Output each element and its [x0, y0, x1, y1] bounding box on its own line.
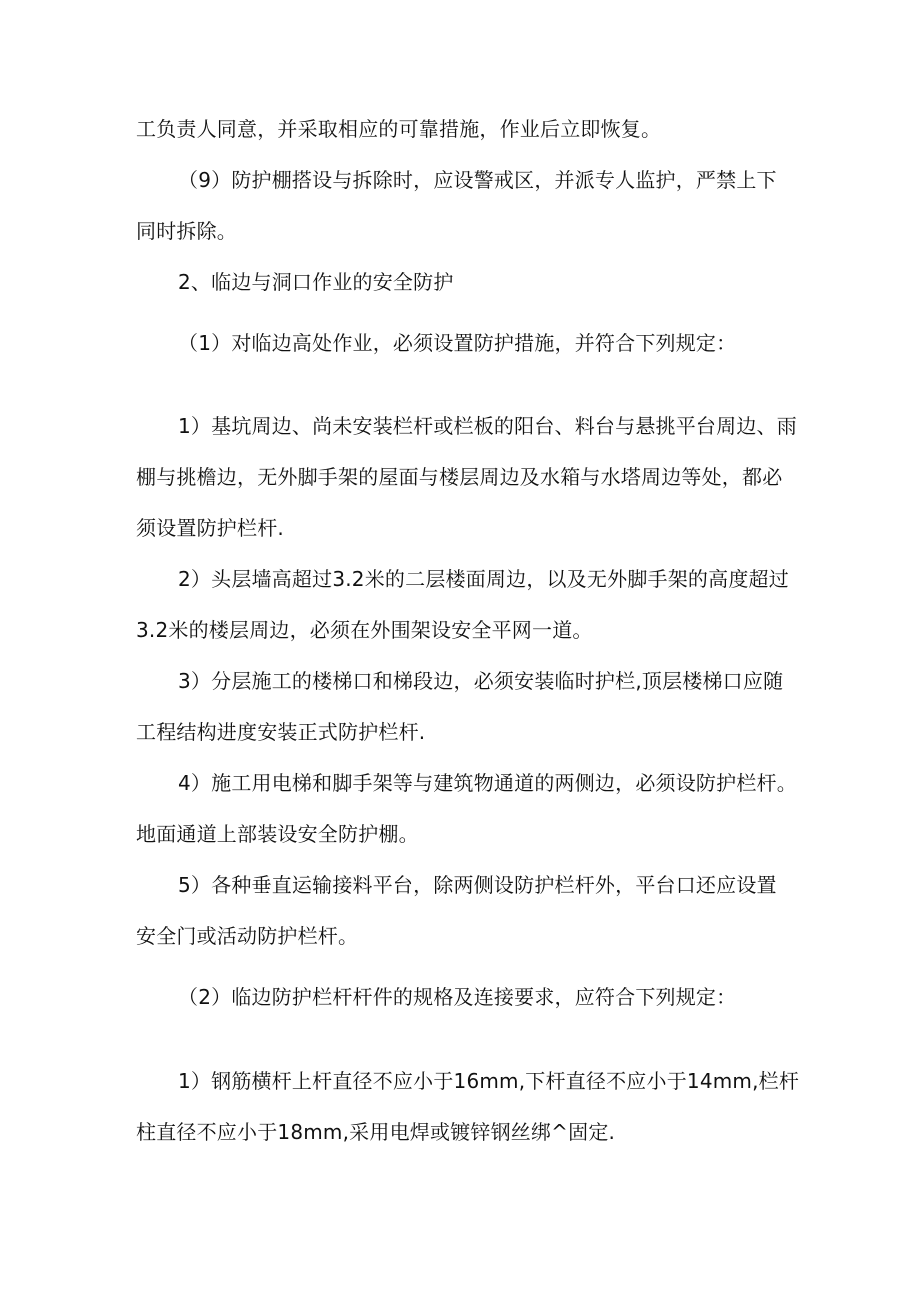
paragraph-line: 3.2米的楼层周边，必须在外围架设安全平网一道。 — [136, 618, 593, 642]
paragraph-line: 同时拆除。 — [136, 219, 237, 243]
paragraph-line: 3）分层施工的楼梯口和梯段边，必须安装临时护栏,顶层楼梯口应随 — [178, 669, 784, 693]
section-heading: 2、临边与洞口作业的安全防护 — [178, 270, 454, 294]
paragraph-line: 工负责人同意，并采取相应的可靠措施，作业后立即恢复。 — [136, 117, 662, 141]
paragraph-line: 安全门或活动防护栏杆。 — [136, 924, 359, 948]
paragraph-line: 4）施工用电梯和脚手架等与建筑物通道的两侧边，必须设防护栏杆。 — [178, 771, 797, 795]
paragraph-line: 1）基坑周边、尚未安装栏杆或栏板的阳台、料台与悬挑平台周边、雨 — [178, 414, 797, 438]
subsection-heading: （1）对临边高处作业，必须设置防护措施，并符合下列规定： — [178, 331, 737, 355]
paragraph-line: （9）防护棚搭设与拆除时，应设警戒区，并派专人监护，严禁上下 — [178, 168, 777, 192]
paragraph-line: 1）钢筋横杆上杆直径不应小于16mm,下杆直径不应小于14mm,栏杆 — [178, 1069, 800, 1093]
subsection-heading: （2）临边防护栏杆杆件的规格及连接要求，应符合下列规定： — [178, 985, 737, 1009]
paragraph-line: 2）头层墙高超过3.2米的二层楼面周边，以及无外脚手架的高度超过 — [178, 567, 789, 591]
paragraph-line: 地面通道上部装设安全防护棚。 — [136, 822, 419, 846]
paragraph-line: 5）各种垂直运输接料平台，除两侧设防护栏杆外，平台口还应设置 — [178, 873, 777, 897]
paragraph-line: 须设置防护栏杆. — [136, 516, 284, 540]
paragraph-line: 柱直径不应小于18mm,采用电焊或镀锌钢丝绑^固定. — [136, 1120, 616, 1144]
paragraph-line: 工程结构进度安装正式防护栏杆. — [136, 720, 426, 744]
paragraph-line: 棚与挑檐边，无外脚手架的屋面与楼层周边及水箱与水塔周边等处，都必 — [136, 465, 783, 489]
